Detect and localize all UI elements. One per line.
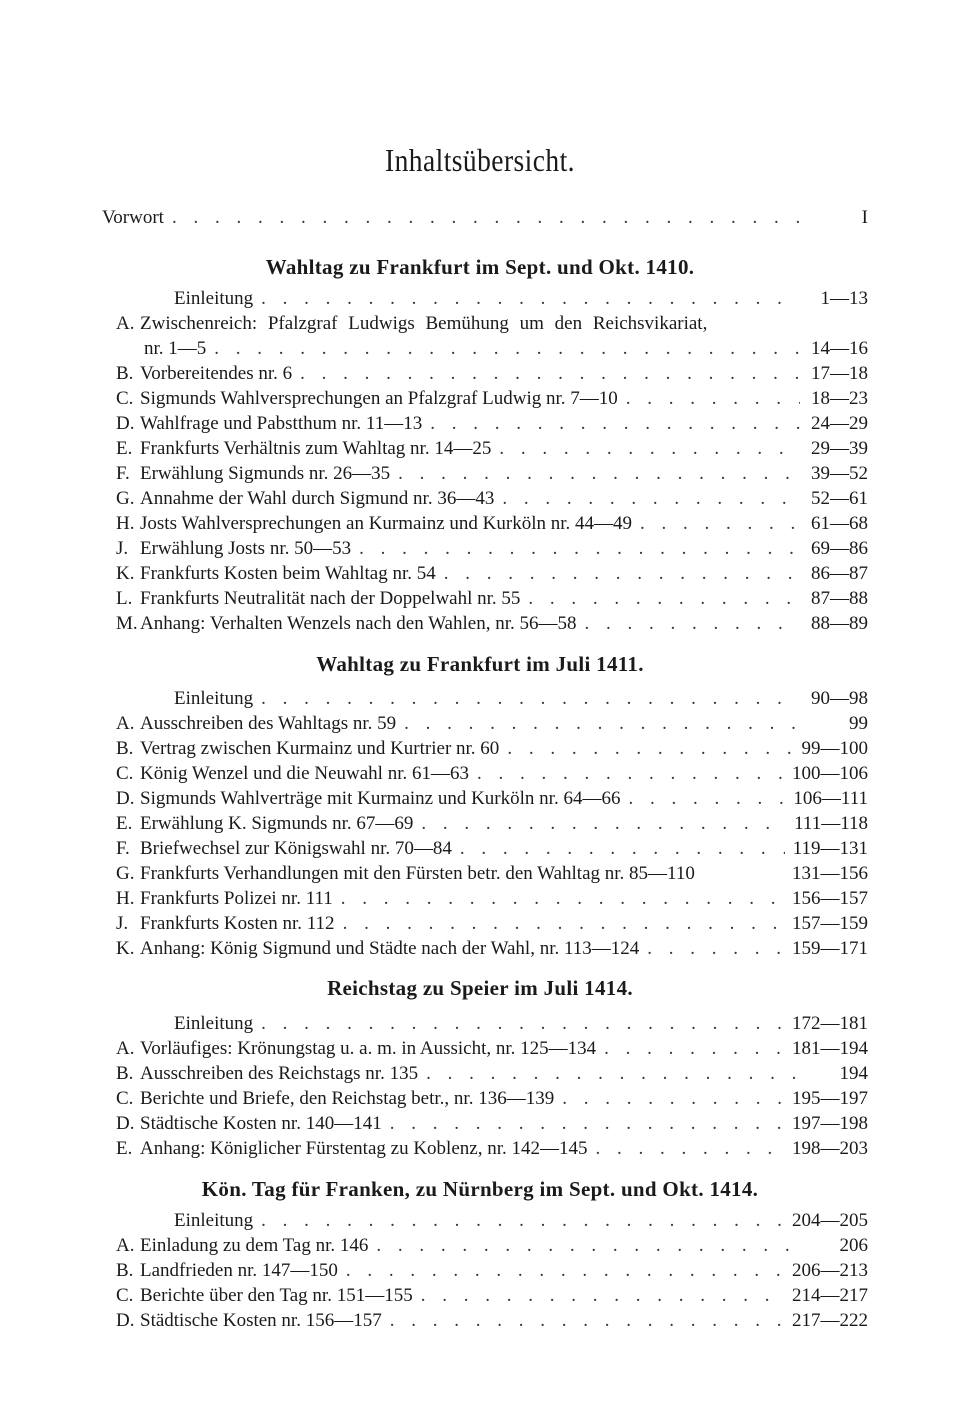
leader-dots xyxy=(507,736,793,761)
leader-dots xyxy=(261,1011,784,1036)
toc-entry-letter: E. xyxy=(116,813,133,834)
leader-dots xyxy=(444,561,800,586)
toc-entry-text: Sigmunds Wahlverträge mit Kurmainz und Kurköln nr. 64—66 xyxy=(140,788,621,809)
toc-entry xyxy=(102,711,868,736)
leader-dots xyxy=(626,386,800,411)
toc-entry-page: 131—156 xyxy=(792,863,868,884)
toc-entry-page: 214—217 xyxy=(792,1285,868,1306)
toc-entry xyxy=(102,911,868,936)
toc-entry xyxy=(102,361,868,386)
toc-entry xyxy=(102,1061,868,1086)
toc-entry-letter: K. xyxy=(116,563,135,584)
leader-dots xyxy=(584,611,800,636)
toc-entry-page: 24—29 xyxy=(811,413,868,434)
toc-entry-page: 61—68 xyxy=(811,513,868,534)
toc-entry xyxy=(102,1208,868,1233)
toc-entry xyxy=(102,386,868,411)
toc-entry-page: 194 xyxy=(839,1063,868,1084)
toc-entry-letter: B. xyxy=(116,1260,134,1281)
toc-entry xyxy=(102,936,868,961)
toc-entry-page: 29—39 xyxy=(811,438,868,459)
toc-entry xyxy=(102,411,868,436)
section-heading: Wahltag zu Frankfurt im Sept. und Okt. 1410. xyxy=(265,255,695,279)
toc-entry-text: Frankfurts Kosten nr. 112 xyxy=(140,913,335,934)
toc-entry-text: Frankfurts Neutralität nach der Doppelwahl nr. 55 xyxy=(140,588,521,609)
toc-entry-page: 206—213 xyxy=(792,1260,868,1281)
toc-entry xyxy=(102,536,868,561)
toc-entry-text: Anhang: Königlicher Fürstentag zu Koblenz, nr. 142—145 xyxy=(140,1138,588,1159)
leader-dots xyxy=(426,1061,800,1086)
toc-entry-page: 181—194 xyxy=(792,1038,868,1059)
toc-entry-text: Anhang: König Sigmund und Städte nach der Wahl, nr. 113—124 xyxy=(140,938,640,959)
toc-entry xyxy=(102,611,868,636)
toc-entry xyxy=(102,436,868,461)
toc-entry-letter: G. xyxy=(116,863,135,884)
toc-entry-page: 17—18 xyxy=(811,363,868,384)
toc-entry-text: Erwählung K. Sigmunds nr. 67—69 xyxy=(140,813,414,834)
toc-entry-text: Erwählung Sigmunds nr. 26—35 xyxy=(140,463,391,484)
leader-dots xyxy=(404,711,800,736)
section-heading: Reichstag zu Speier im Juli 1414. xyxy=(327,976,633,1000)
page-title: Inhaltsübersicht. xyxy=(385,142,575,178)
toc-entry-text: Einleitung xyxy=(174,688,254,709)
toc-entry-letter: D. xyxy=(116,788,135,809)
leader-dots xyxy=(343,911,784,936)
leader-dots xyxy=(214,336,800,361)
leader-dots xyxy=(172,205,800,230)
toc-entry-page: 197—198 xyxy=(792,1113,868,1134)
toc-entry-page: 119—131 xyxy=(792,838,868,859)
toc-entry-page: 198—203 xyxy=(792,1138,868,1159)
toc-entry-letter: H. xyxy=(116,513,135,534)
leader-dots xyxy=(300,361,800,386)
section-heading: Wahltag zu Frankfurt im Juli 1411. xyxy=(316,652,644,676)
toc-entry-text: Vorwort xyxy=(102,207,164,228)
toc-entry-letter: B. xyxy=(116,363,134,384)
toc-entry-text: Vorbereitendes nr. 6 xyxy=(140,363,293,384)
toc-entry-page: 99—100 xyxy=(801,738,868,759)
toc-entry-page: 195—197 xyxy=(792,1088,868,1109)
toc-entry-letter: G. xyxy=(116,488,135,509)
leader-dots xyxy=(499,436,800,461)
toc-entry-text: Sigmunds Wahlversprechungen an Pfalzgraf Ludwig nr. 7—10 xyxy=(140,388,618,409)
toc-entry-letter: E. xyxy=(116,438,133,459)
toc-entry xyxy=(102,1011,868,1036)
toc-entry-letter: A. xyxy=(116,1235,135,1256)
leader-dots xyxy=(647,936,784,961)
toc-entry-letter: D. xyxy=(116,413,135,434)
toc-entry-letter: L. xyxy=(116,588,133,609)
toc-entry-text: Berichte und Briefe, den Reichstag betr., nr. 136—139 xyxy=(140,1088,555,1109)
toc-entry-letter: C. xyxy=(116,1088,134,1109)
toc-entry-letter: K. xyxy=(116,938,135,959)
toc-entry xyxy=(102,1086,868,1111)
toc-entry-letter: M. xyxy=(116,613,138,634)
toc-entry-letter: C. xyxy=(116,763,134,784)
toc-entry-text: Frankfurts Kosten beim Wahltag nr. 54 xyxy=(140,563,436,584)
toc-entry-letter: D. xyxy=(116,1310,135,1331)
toc-entry-text: Wahlfrage und Pabstthum nr. 11—13 xyxy=(140,413,423,434)
toc-entry-letter: E. xyxy=(116,1138,133,1159)
toc-entry-letter: C. xyxy=(116,1285,134,1306)
toc-entry-letter: J. xyxy=(116,913,129,934)
toc-entry-text: Annahme der Wahl durch Sigmund nr. 36—43 xyxy=(140,488,495,509)
toc-entry-page: 14—16 xyxy=(811,338,868,359)
toc-entry-text: Berichte über den Tag nr. 151—155 xyxy=(140,1285,413,1306)
toc-entry-page: 172—181 xyxy=(792,1013,868,1034)
toc-entry-letter: A. xyxy=(116,713,135,734)
toc-entry xyxy=(102,736,868,761)
toc-entry xyxy=(102,1136,868,1161)
toc-entry-letter: F. xyxy=(116,463,130,484)
leader-dots xyxy=(562,1086,784,1111)
toc-entry xyxy=(102,1111,868,1136)
leader-dots xyxy=(261,1208,784,1233)
toc-entry xyxy=(102,886,868,911)
toc-entry-page: 106—111 xyxy=(793,788,868,809)
toc-entry-text: Einleitung xyxy=(174,288,254,309)
toc-entry-page: 206 xyxy=(839,1235,868,1256)
toc-entry-page: 99 xyxy=(849,713,868,734)
toc-entry-page: 86—87 xyxy=(811,563,868,584)
toc-entry-page: 39—52 xyxy=(811,463,868,484)
toc-entry xyxy=(102,686,868,711)
toc-entry xyxy=(102,561,868,586)
toc-entry-text: Briefwechsel zur Königswahl nr. 70—84 xyxy=(140,838,452,859)
toc-entry xyxy=(102,1233,868,1258)
toc-entry-text: Frankfurts Verhandlungen mit den Fürsten betr. den Wahltag nr. 85—110 xyxy=(140,863,695,884)
toc-entry-text: Josts Wahlversprechungen an Kurmainz und Kurköln nr. 44—49 xyxy=(140,513,633,534)
toc-entry xyxy=(102,1036,868,1061)
toc-entry-page: I xyxy=(861,207,868,228)
toc-entry-letter: A. xyxy=(116,313,135,334)
toc-entry xyxy=(102,811,868,836)
leader-dots xyxy=(421,811,786,836)
section-heading: Kön. Tag für Franken, zu Nürnberg im Sept. und Okt. 1414. xyxy=(201,1177,759,1201)
toc-entry-page: 90—98 xyxy=(811,688,868,709)
leader-dots xyxy=(477,761,784,786)
leader-dots xyxy=(604,1036,784,1061)
toc-entry-text: Einladung zu dem Tag nr. 146 xyxy=(140,1235,369,1256)
leader-dots xyxy=(346,1258,784,1283)
toc-entry-text: Vertrag zwischen Kurmainz und Kurtrier nr. 60 xyxy=(140,738,500,759)
toc-entry-page: 217—222 xyxy=(792,1310,868,1331)
leader-dots xyxy=(502,486,800,511)
toc-entry-text: Vorläufiges: Krönungstag u. a. m. in Aussicht, nr. 125—134 xyxy=(140,1038,597,1059)
leader-dots xyxy=(430,411,800,436)
toc-entry-letter: H. xyxy=(116,888,135,909)
toc-entry-page: 111—118 xyxy=(794,813,868,834)
toc-entry-text: nr. 1—5 xyxy=(144,338,207,359)
toc-entry-text: Anhang: Verhalten Wenzels nach den Wahlen, nr. 56—58 xyxy=(140,613,577,634)
leader-dots xyxy=(390,1308,784,1333)
leader-dots xyxy=(595,1136,784,1161)
toc-entry-page: 88—89 xyxy=(811,613,868,634)
leader-dots xyxy=(359,536,800,561)
toc-entry-page: 52—61 xyxy=(811,488,868,509)
toc-entry-page: 69—86 xyxy=(811,538,868,559)
toc-entry xyxy=(102,286,868,311)
toc-entry-page: 18—23 xyxy=(811,388,868,409)
toc-entry xyxy=(102,761,868,786)
leader-dots xyxy=(376,1233,800,1258)
toc-entry xyxy=(102,861,868,886)
toc-entry-text: Städtische Kosten nr. 140—141 xyxy=(140,1113,382,1134)
toc-entry xyxy=(102,461,868,486)
toc-entry-text: Erwählung Josts nr. 50—53 xyxy=(140,538,352,559)
toc-entry xyxy=(102,836,868,861)
toc-entry-letter: B. xyxy=(116,738,134,759)
toc-entry-text: Einleitung xyxy=(174,1210,254,1231)
toc-entry-letter: C. xyxy=(116,388,134,409)
toc-entry-page: 157—159 xyxy=(792,913,868,934)
leader-dots xyxy=(390,1111,784,1136)
toc-entry xyxy=(102,786,868,811)
leader-dots xyxy=(261,686,800,711)
toc-entry-text: Städtische Kosten nr. 156—157 xyxy=(140,1310,382,1331)
leader-dots xyxy=(421,1283,784,1308)
toc-entry-vorwort xyxy=(102,205,868,230)
toc-entry-text: König Wenzel und die Neuwahl nr. 61—63 xyxy=(140,763,469,784)
toc-entry xyxy=(102,1283,868,1308)
toc-entry-text: Einleitung xyxy=(174,1013,254,1034)
leader-dots xyxy=(341,886,784,911)
toc-entry-letter: B. xyxy=(116,1063,134,1084)
toc-entry-text: Frankfurts Verhältnis zum Wahltag nr. 14—25 xyxy=(140,438,492,459)
toc-entry xyxy=(102,511,868,536)
leader-dots xyxy=(261,286,800,311)
toc-entry-text: Landfrieden nr. 147—150 xyxy=(140,1260,338,1281)
leader-dots xyxy=(528,586,800,611)
toc-entry xyxy=(102,486,868,511)
toc-entry-text: Frankfurts Polizei nr. 111 xyxy=(140,888,333,909)
leader-dots xyxy=(460,836,785,861)
toc-entry-page: 159—171 xyxy=(792,938,868,959)
toc-entry xyxy=(102,336,868,361)
toc-entry-page: 156—157 xyxy=(792,888,868,909)
toc-entry xyxy=(102,311,868,336)
toc-entry-page: 1—13 xyxy=(820,288,868,309)
leader-dots xyxy=(640,511,800,536)
toc-entry-letter: J. xyxy=(116,538,129,559)
toc-entry-page: 100—106 xyxy=(792,763,868,784)
toc-entry xyxy=(102,586,868,611)
leader-dots xyxy=(628,786,785,811)
toc-entry-letter: F. xyxy=(116,838,130,859)
toc-entry-page: 87—88 xyxy=(811,588,868,609)
toc-entry xyxy=(102,1258,868,1283)
leader-dots xyxy=(398,461,800,486)
toc-entry-page: 204—205 xyxy=(792,1210,868,1231)
toc-entry-letter: D. xyxy=(116,1113,135,1134)
toc-entry xyxy=(102,1308,868,1333)
toc-entry-text: Ausschreiben des Wahltags nr. 59 xyxy=(140,713,397,734)
toc-entry-text: Zwischenreich: Pfalzgraf Ludwigs Bemühung um den Reichsvikariat, xyxy=(140,313,708,334)
toc-entry-letter: A. xyxy=(116,1038,135,1059)
toc-entry-text: Ausschreiben des Reichstags nr. 135 xyxy=(140,1063,419,1084)
